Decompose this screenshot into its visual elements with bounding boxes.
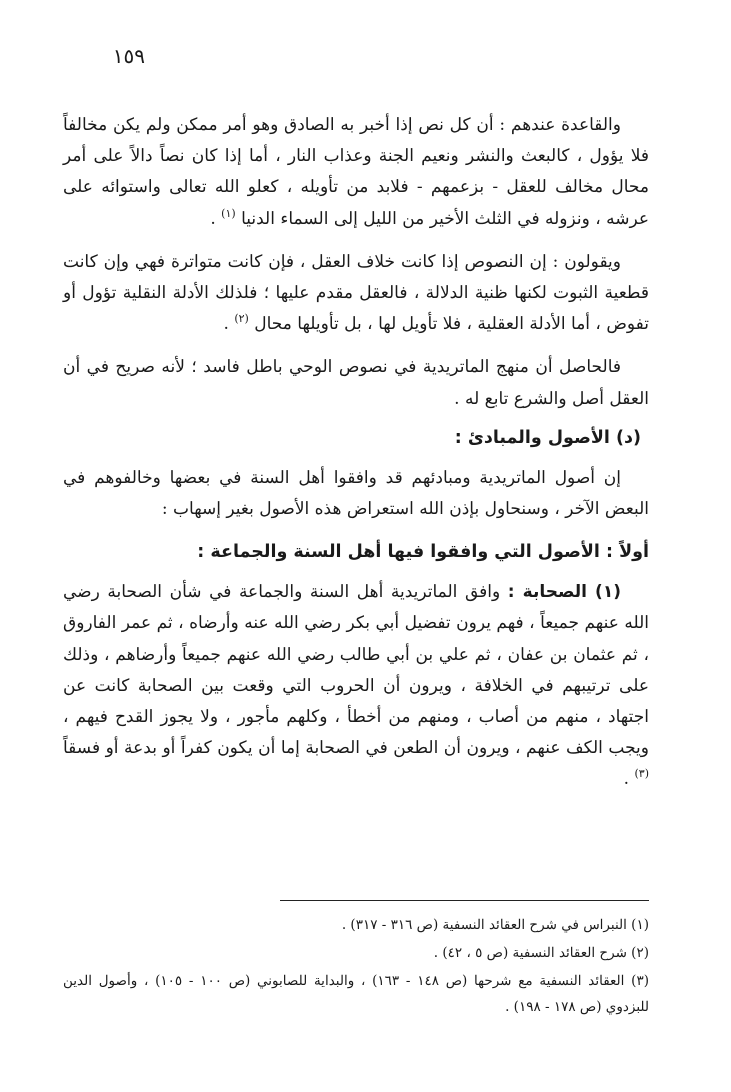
footnote-divider <box>280 900 649 901</box>
footnote-3: (٣) العقائد النسفية مع شرحها (ص ١٤٨ - ١٦٣) ، والبداية للصابوني (ص ١٠٠ - ١٠٥) ، وأصول الدين للبزدوي (ص ١٧٨ - ١٩٨) . <box>63 973 649 1015</box>
page-number: ١٥٩ <box>112 44 145 68</box>
paragraph-texts-vs-reason <box>63 247 649 341</box>
paragraph-rule-end: . <box>210 208 222 229</box>
paragraph-texts-vs-reason-end: . <box>223 314 235 335</box>
paragraph-rule-text: والقاعدة عندهم : أن كل نص إذا أخبر به الصادق وهو أمر ممكن ولم يكن مخالفاً فلا يؤول ، كالبعث والنشر ونعيم الجنة وعذاب النار ، أما إذا كان نصاً دالاً على أمر محال مخالف للعقل - بزعمهم - فلابد من تأويله ، كعلو الله تعالى واستوائه على عرشه ، ونزوله في الثلث الأخير من الليل إلى السماء الدنيا <box>63 115 649 229</box>
paragraph-companions-end: . <box>623 769 635 790</box>
footnote-ref-1[interactable]: (١) <box>221 206 236 220</box>
paragraph-conclusion: فالحاصل أن منهج الماتريدية في نصوص الوحي باطل فاسد ؛ لأنه صريح في أن العقل أصل والشرع تابع له . <box>63 357 649 409</box>
section-heading-principles: (د) الأصول والمبادئ : <box>454 427 641 448</box>
paragraph-rule <box>63 110 649 235</box>
footnote-ref-2[interactable]: (٢) <box>234 312 249 326</box>
paragraph-companions-text: وافق الماتريدية أهل السنة والجماعة في شأن الصحابة رضي الله عنهم جميعاً ، فهم يرون تفضيل أبي بكر رضي الله عنه وأرضاه ، ثم عمر الفاروق ، ثم عثمان بن عفان ، ثم علي بن أبي طالب رضي الله عنهم جميعاً وأرضاهم ، وذلك على ترتيبهم في الخلافة ، ويرون أن الحروب التي وقعت بين الصحابة كانت عن اجتهاد ، منهم من أصاب ، ومنهم من أخطأ ، وكلهم مأجور ، ولا يجوز القدح فيهم ، ويجب الكف عنهم ، ويرون أن الطعن في الصحابة إما أن يكون كفراً أو بدعة أو فسقاً <box>63 582 649 759</box>
companions-lead: (١) الصحابة : <box>507 582 621 603</box>
footnote-ref-3[interactable]: (٣) <box>634 767 649 781</box>
footnote-2: (٢) شرح العقائد النسفية (ص ٥ ، ٤٢) . <box>433 945 649 961</box>
footnote-1: (١) النبراس في شرح العقائد النسفية (ص ٣١٦ - ٣١٧) . <box>341 917 649 933</box>
footnotes <box>63 912 649 1022</box>
subsection-heading-agreed: أولاً : الأصول التي وافقوا فيها أهل السنة والجماعة : <box>197 542 649 563</box>
paragraph-principles-intro: إن أصول الماتريدية ومبادئهم قد وافقوا أهل السنة في بعضها وخالفوهم في البعض الآخر ، وسنحاول بإذن الله استعراض هذه الأصول بغير إسهاب : <box>63 467 649 520</box>
paragraph-texts-vs-reason-text: ويقولون : إن النصوص إذا كانت خلاف العقل ، فإن كانت متواترة فهي وإن كانت قطعية الثبوت لكنها ظنية الدلالة ، فالعقل مقدم عليها ؛ فلذلك الأدلة النقلية تؤول أو تفوض ، أما الأدلة العقلية ، فلا تأويل لها ، بل تأويلها محال <box>63 251 649 335</box>
main-text <box>63 110 649 808</box>
paragraph-companions <box>63 577 649 795</box>
